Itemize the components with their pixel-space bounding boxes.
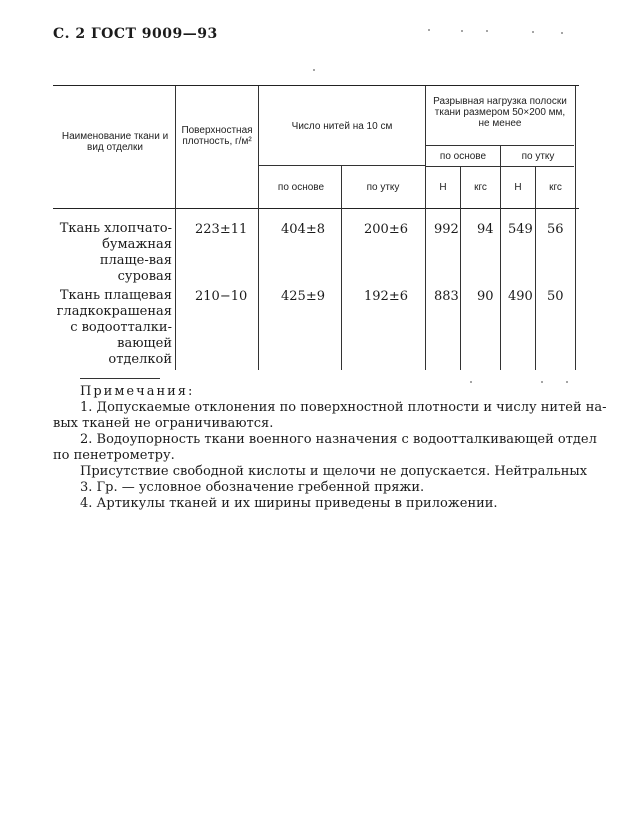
load-warp-kgf: 90 <box>477 289 494 304</box>
load-weft-kgf: 56 <box>547 222 564 237</box>
notes-rule <box>80 378 160 379</box>
load-warp-kgf: 94 <box>477 222 494 237</box>
column-divider <box>500 145 501 370</box>
header-load: Разрывная нагрузка полоски ткани размером 50×200 мм, не менее <box>433 96 567 129</box>
density-value: 223±11 <box>195 222 248 237</box>
notes-title: Примечания: <box>80 384 195 399</box>
header-load-warp: по основе <box>439 151 487 162</box>
note-line: 4. Артикулы тканей и их ширины приведены в приложении. <box>80 496 498 511</box>
note-line: 2. Водоупорность ткани военного назначения с водоотталкивающей отдел <box>80 432 597 447</box>
table-top-rule <box>53 85 579 86</box>
notes-section <box>53 384 607 512</box>
column-divider <box>425 86 426 370</box>
header-sub-rule <box>426 145 574 146</box>
header-unit-kgf: кгс <box>549 182 562 193</box>
note-line: 3. Гр. — условное обозначение гребенной пряжи. <box>80 480 425 495</box>
load-warp-n: 883 <box>434 289 459 304</box>
column-divider <box>575 86 576 370</box>
load-warp-n: 992 <box>434 222 459 237</box>
fabric-name: Ткань плащевая гладкокрашеная с водоотталки-вающей отделкой <box>56 288 172 367</box>
threads-weft-value: 192±6 <box>364 289 408 304</box>
scan-speck <box>566 381 568 383</box>
header-threads-weft: по утку <box>366 182 400 193</box>
threads-warp-value: 425±9 <box>281 289 325 304</box>
header-sub-rule <box>259 165 425 166</box>
column-divider <box>460 166 461 370</box>
header-unit-n: Н <box>439 182 447 193</box>
column-divider <box>175 86 176 370</box>
threads-weft-value: 200±6 <box>364 222 408 237</box>
note-line: Присутствие свободной кислоты и щелочи не допускается. Нейтральных <box>80 464 588 479</box>
header-unit-kgf: кгс <box>474 182 487 193</box>
scan-speck <box>541 381 543 383</box>
fabric-name: Ткань хлопчато-бумажная плаще-вая суровая <box>59 221 172 284</box>
column-divider <box>341 165 342 370</box>
threads-warp-value: 404±8 <box>281 222 325 237</box>
column-divider <box>258 86 259 370</box>
header-threads: Число нитей на 10 см <box>291 121 393 132</box>
header-name: Наименование ткани и вид отделки <box>61 131 169 153</box>
scan-speck <box>486 30 488 32</box>
note-line: по пенетрометру. <box>53 448 175 463</box>
note-line: вых тканей не ограничиваются. <box>53 416 274 431</box>
load-weft-kgf: 50 <box>547 289 564 304</box>
scan-speck <box>428 29 430 31</box>
load-weft-n: 549 <box>508 222 533 237</box>
scan-speck <box>532 31 534 33</box>
density-value: 210−10 <box>195 289 248 304</box>
header-threads-warp: по основе <box>277 182 325 193</box>
scan-speck <box>470 381 472 383</box>
scan-speck <box>561 32 563 34</box>
note-line: 1. Допускаемые отклонения по поверхностной плотности и числу нитей на- <box>80 400 607 415</box>
header-load-weft: по утку <box>521 151 555 162</box>
page-header: С. 2 ГОСТ 9009—93 <box>53 26 218 42</box>
column-divider <box>535 166 536 370</box>
header-density: Поверхностная плотность, г/м² <box>181 125 253 147</box>
scan-speck <box>313 69 315 71</box>
header-unit-n: Н <box>514 182 522 193</box>
scan-speck <box>461 30 463 32</box>
load-weft-n: 490 <box>508 289 533 304</box>
header-sub-rule <box>426 166 574 167</box>
